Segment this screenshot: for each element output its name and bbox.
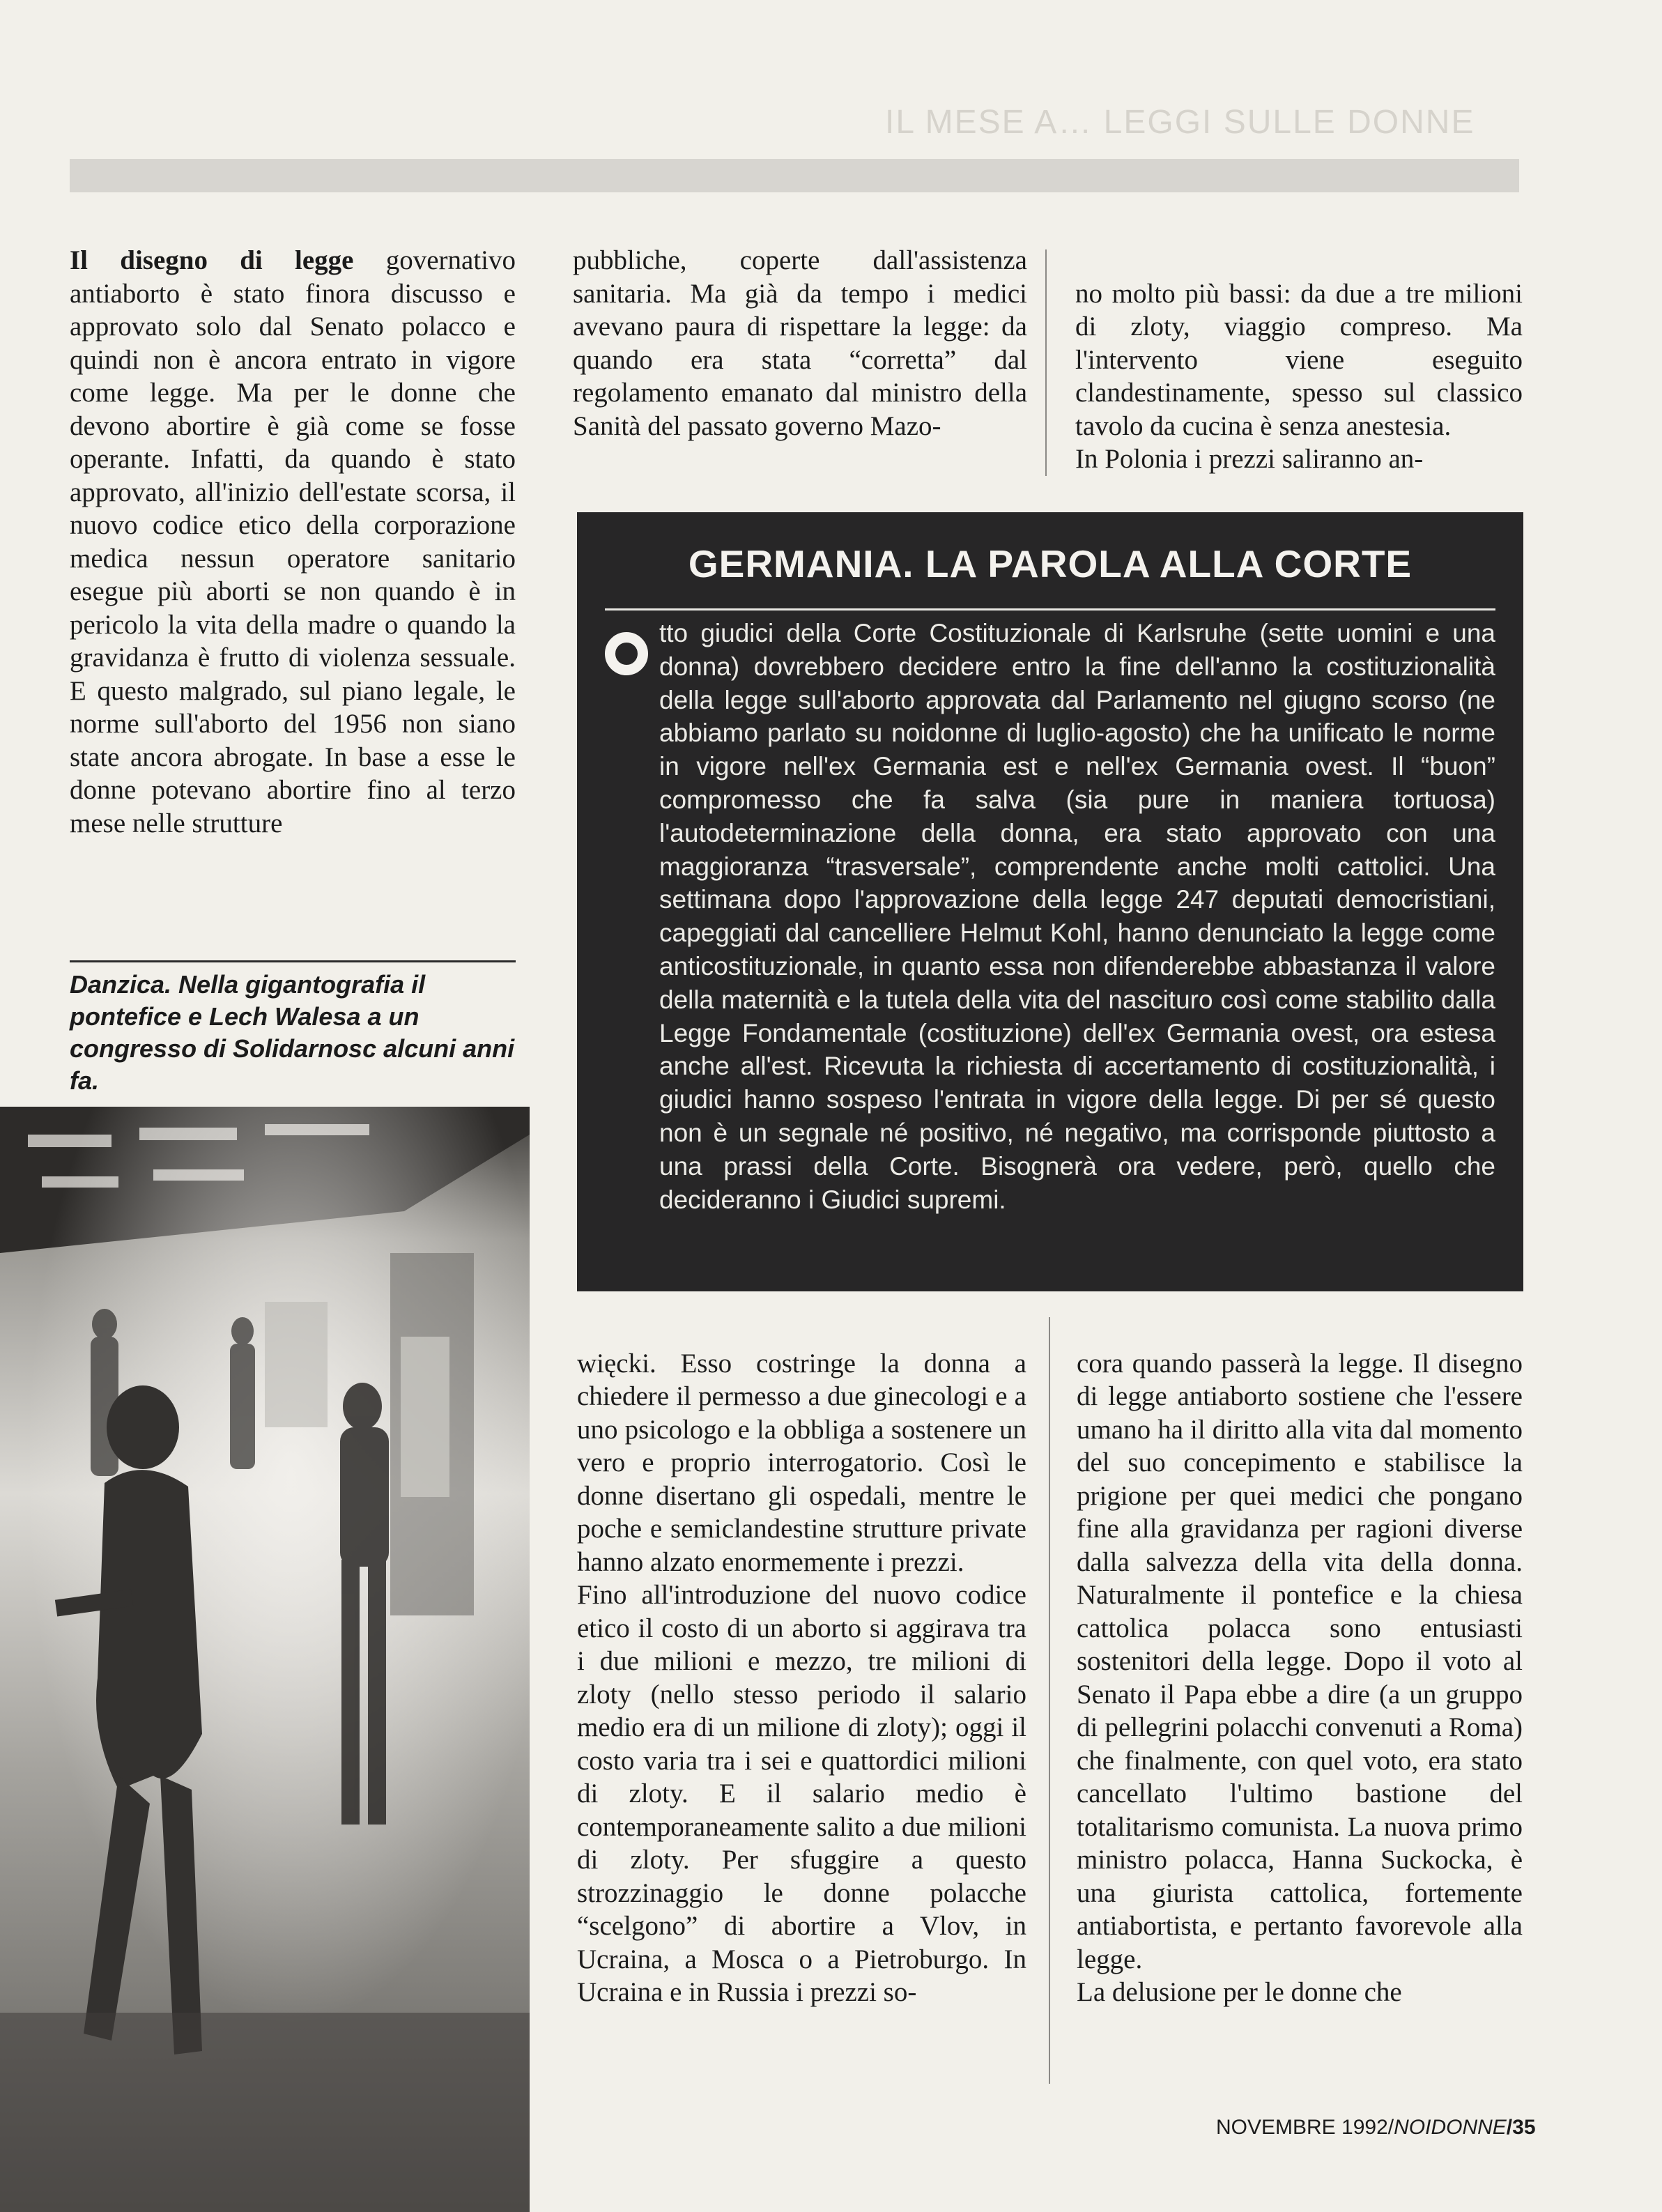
column-divider-1	[1045, 249, 1047, 476]
article-column-1-text: governativo antiaborto è stato finora discusso e approvato solo dal Senato polacco e quindi non è ancora entrato in vigore come legge. Ma per le donne che devono abortire è già come se fosse operante. Infatti, da quando è stato approvato, all'inizio dell'estate scorsa, il nuovo codice etico della corporazione medica nessun operatore sanitario esegue più aborti se non quando è in pericolo la vita della madre o quando la gravidanza è frutto di violenza sessuale. E questo malgrado, sul piano legale, le norme sull'aborto del 1956 non siano state ancora abrogate. In base a esse le donne potevano abortire fino al terzo mese nelle strutture	[70, 245, 516, 838]
footer-magazine: NOIDONNE	[1394, 2116, 1507, 2139]
footer-date: NOVEMBRE 1992/	[1216, 2116, 1394, 2139]
article-column-1	[70, 244, 516, 840]
footer-page-number: /35	[1506, 2116, 1536, 2139]
article-column-3-text: no molto più bassi: da due a tre milioni di zloty, viaggio compreso. Ma l'intervento viene eseguito clandestinamente, spesso sul classico tavolo da cucina è senza anestesia. In Polonia i prezzi saliranno an-	[1075, 278, 1523, 474]
sidebar-title-rule	[605, 608, 1495, 610]
drop-cap-o-icon	[605, 632, 648, 675]
caption-rule	[70, 960, 516, 962]
article-column-5-text: cora quando passerà la legge. Il disegno di legge antiaborto sostiene che l'essere umano ha il diritto alla vita dal momento del suo concepimento e stabilisce la prigione per quei medici che pongano fine alla gravidanza per ragioni diverse dalla salvezza della vita della donna. Naturalmente il pontefice e la chiesa cattolica polacca sono entusiasti sostenitori della legge. Dopo il voto al Senato il Papa ebbe a dire (a un gruppo di pellegrini polacchi convenuti a Roma) che finalmente, con quel voto, era stato cancellato l'ultimo bastione del totalitarismo comunista. La nuova primo ministro polacca, Hanna Suckocka, è una giurista cattolica, fortemente antiabortista, e pertanto favorevole alla legge. La delusione per le donne che	[1077, 1348, 1523, 2007]
photo-caption: Danzica. Nella gigantografia il pontefice e Lech Walesa a un congresso di Solidarnosc alcuni anni fa.	[70, 970, 515, 1095]
article-column-2-text: pubbliche, coperte dall'assistenza sanitaria. Ma già da tempo i medici avevano paura di rispettare la legge: da quando era stata “corretta” dal regolamento emanato dal ministro della Sanità del passato governo Mazo-	[573, 245, 1027, 441]
page-footer	[1216, 2116, 1536, 2140]
header-bar	[70, 159, 1519, 192]
article-column-2	[573, 244, 1027, 443]
article-column-4-text: więcki. Esso costringe la donna a chiedere il permesso a due ginecologi e a uno psicologo e la obbliga a sostenere un vero e proprio interrogatorio. Così le donne disertano gli ospedali, mentre le poche e semiclandestine strutture private hanno alzato enormemente i prezzi. Fino all'introduzione del nuovo codice etico il costo di un aborto si aggirava tra i due milioni e mezzo, tre milioni di zloty (nello stesso periodo il salario medio era di un milione di zloty); oggi il costo varia tra i sei e quattordici milioni di zloty. E il salario medio è contemporaneamente salito a due milioni di zloty. Per sfuggire a questo strozzinaggio le donne polacche “scelgono” di abortire a Vlov, in Ucraina, a Mosca o a Pietroburgo. In Ucraina e in Russia i prezzi so-	[577, 1348, 1026, 2007]
article-lead: Il disegno di legge	[70, 245, 354, 275]
article-column-5	[1077, 1314, 1523, 2042]
sidebar-body: tto giudici della Corte Costituzionale di Karlsruhe (sette uomini e una donna) dovrebbero decidere entro la fine dell'anno la costituzionalità della legge sull'aborto approvata dal Parlamento nel giugno scorso (ne abbiamo parlato su noidonne di luglio-agosto) che ha unificato le norme in vigore nell'ex Germania est e nell'ex Germania ovest. Il “buon” compromesso che fa salva (sia pure in maniera tortuosa) l'autodeterminazione della donna, era stato approvato con una maggioranza “trasversale”, comprendente anche molti cattolici. Una settimana dopo l'approvazione della legge 247 deputati democristiani, capeggiati dal cancelliere Helmut Kohl, hanno denunciato la legge come anticostituzionale, in quanto essa non difenderebbe abbastanza il valore della maternità e la tutela della vita del nascituro così come stabilito dalla Legge Fondamentale (costituzione) dell'ex Germania ovest, ora estesa anche all'est. Ricevuta la richiesta di accertamento di costituzionalità, i giudici hanno sospeso l'entrata in vigore della legge. Di per sé questo non è un segnale né positivo, né negativo, ma corrisponde piuttosto a una prassi della Corte. Bisognerà ora vedere, però, quello che decideranno i Giudici supremi.	[659, 619, 1495, 1214]
article-column-4	[577, 1314, 1026, 2042]
faded-section-header: IL MESE A… LEGGI SULLE DONNE	[885, 104, 1475, 141]
sidebar-title: GERMANIA. LA PAROLA ALLA CORTE	[688, 542, 1413, 585]
photo-danzica	[0, 1107, 530, 2212]
column-divider-2	[1049, 1317, 1050, 2084]
article-column-3	[1075, 244, 1523, 509]
sidebar-box-germania	[577, 512, 1523, 1291]
